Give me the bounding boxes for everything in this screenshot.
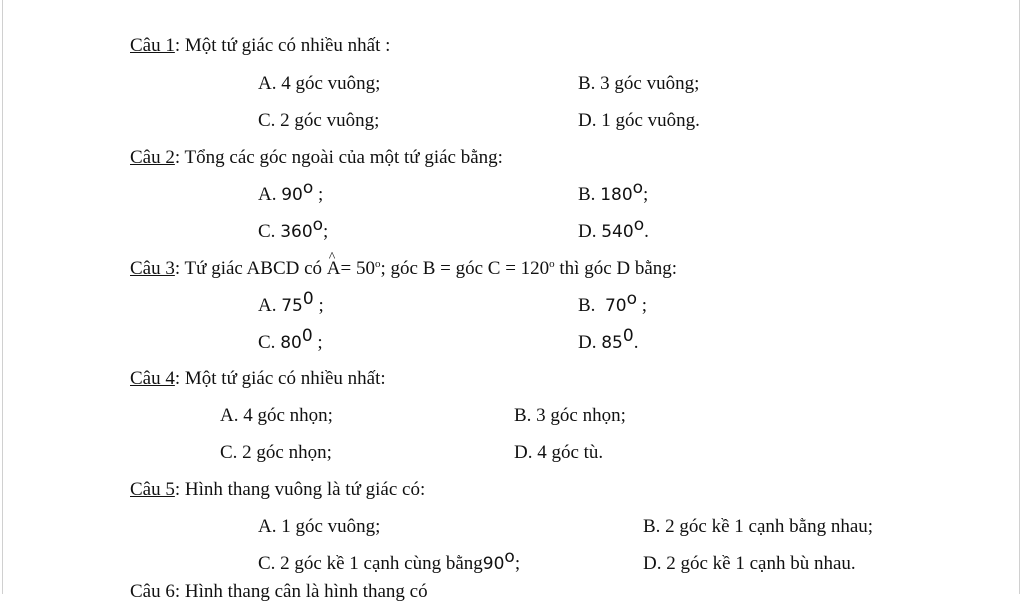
question-text-a: : Tứ giác ABCD có xyxy=(174,258,327,279)
question-label: Câu 5 xyxy=(130,479,175,500)
question-label: Câu 3 xyxy=(130,258,175,279)
question-text: : Một tứ giác có nhiều nhất : xyxy=(174,35,391,56)
option-letter: A. xyxy=(258,295,277,316)
option-suffix: ; xyxy=(313,184,324,205)
q1-option-b: B. 3 góc vuông; xyxy=(578,73,700,94)
option-suffix: ; xyxy=(312,332,323,353)
question-4 xyxy=(130,367,386,391)
q1-option-c: C. 2 góc vuông; xyxy=(258,110,380,131)
question-2 xyxy=(130,146,503,170)
option-value: 360 xyxy=(280,222,313,242)
option-value: 540 xyxy=(601,222,634,242)
q4-option-b: B. 3 góc nhọn; xyxy=(514,405,626,426)
option-value: 90 xyxy=(482,554,505,574)
q5-option-b: B. 2 góc kề 1 cạnh bằng nhau; xyxy=(643,516,874,537)
degree-sign: 0 xyxy=(302,289,314,309)
question-5 xyxy=(130,478,425,502)
question-text: : Hình thang vuông là tứ giác có: xyxy=(174,479,426,500)
question-3 xyxy=(130,257,677,281)
question-label: Câu 2 xyxy=(130,147,175,168)
question-text-c: ; góc B = góc C = 120 xyxy=(380,258,550,279)
q4-option-d: D. 4 góc tù. xyxy=(514,442,604,463)
option-letter: A. xyxy=(258,184,277,205)
q5-option-c xyxy=(258,547,521,576)
question-6-partial: Câu 6: Hình thang cân là hình thang có xyxy=(130,581,428,602)
degree-sign: o xyxy=(549,258,555,270)
question-text-b: = 50 xyxy=(340,258,375,279)
q3-option-d xyxy=(578,326,639,355)
degree-sign: o xyxy=(312,215,324,235)
question-label: Câu 1 xyxy=(130,35,175,56)
option-value: 180 xyxy=(600,185,633,205)
question-text: : Tổng các góc ngoài của một tứ giác bằng: xyxy=(174,147,503,168)
q3-option-c xyxy=(258,326,323,355)
q2-option-b xyxy=(578,178,649,207)
q3-option-b xyxy=(578,289,648,318)
option-text: C. 2 góc kề 1 cạnh cùng bằng xyxy=(258,553,483,574)
option-suffix: ; xyxy=(636,295,648,316)
degree-sign: o xyxy=(374,258,381,270)
degree-sign: 0 xyxy=(301,326,313,346)
q2-option-a xyxy=(258,178,324,207)
q1-option-a: A. 4 góc vuông; xyxy=(258,73,381,94)
option-suffix: . xyxy=(644,221,649,242)
q4-option-a: A. 4 góc nhọn; xyxy=(220,405,333,426)
degree-sign: o xyxy=(302,178,314,198)
question-text: : Một tứ giác có nhiều nhất: xyxy=(174,368,386,389)
q5-option-d: D. 2 góc kề 1 cạnh bù nhau. xyxy=(643,553,856,574)
option-value: 90 xyxy=(281,185,303,205)
option-suffix: ; xyxy=(323,221,329,242)
question-label: Câu 4 xyxy=(130,368,175,389)
degree-sign: o xyxy=(626,289,637,309)
q5-option-a: A. 1 góc vuông; xyxy=(258,516,381,537)
degree-sign: o xyxy=(633,215,645,235)
q4-option-c: C. 2 góc nhọn; xyxy=(220,442,332,463)
degree-sign: o xyxy=(632,178,644,198)
question-1 xyxy=(130,34,390,58)
degree-sign: o xyxy=(504,547,515,567)
angle-a-hat: ^ A xyxy=(327,257,341,281)
option-value: 85 xyxy=(601,333,623,353)
option-value: 80 xyxy=(280,333,302,353)
option-letter: B. xyxy=(578,295,596,316)
option-suffix: ; xyxy=(313,295,324,316)
q2-option-c xyxy=(258,215,329,244)
q1-option-d: D. 1 góc vuông. xyxy=(578,110,700,131)
option-letter: D. xyxy=(578,221,597,242)
option-value: 70 xyxy=(604,296,627,316)
option-suffix: ; xyxy=(514,553,521,574)
q2-option-d xyxy=(578,215,649,244)
option-value: 75 xyxy=(281,296,303,316)
option-suffix: ; xyxy=(643,184,649,205)
option-suffix: . xyxy=(633,332,639,353)
option-letter: C. xyxy=(258,221,276,242)
option-letter: C. xyxy=(258,332,276,353)
option-letter: B. xyxy=(578,184,596,205)
degree-sign: 0 xyxy=(622,326,634,346)
q3-option-a xyxy=(258,289,324,318)
option-letter: D. xyxy=(578,332,597,353)
page-edge-left xyxy=(2,0,3,594)
question-text-d: thì góc D bằng: xyxy=(554,258,678,279)
page-edge-right xyxy=(1019,0,1020,594)
